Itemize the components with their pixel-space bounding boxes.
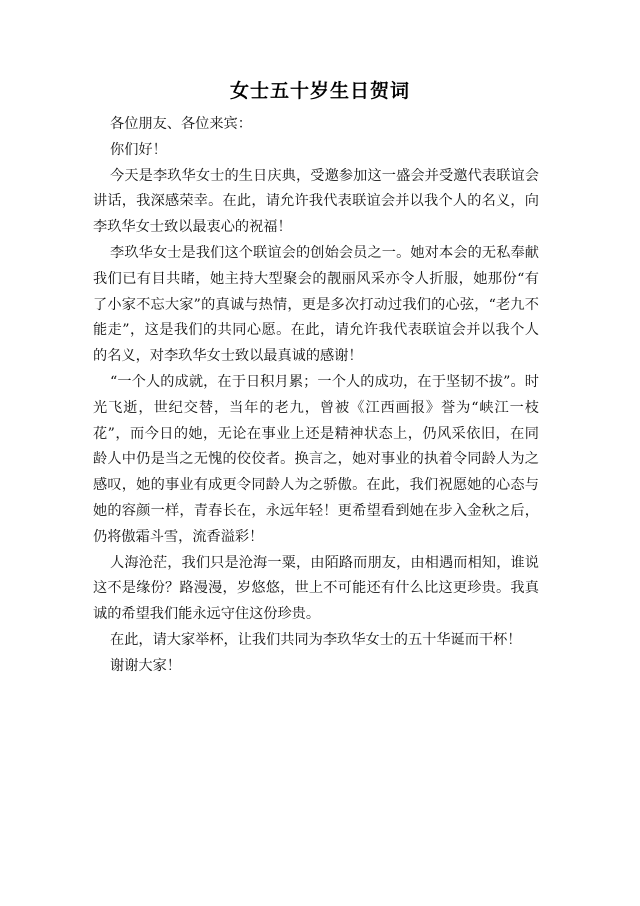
salutation: 各位朋友、各位来宾： bbox=[110, 116, 252, 132]
paragraph: 人海沧茫，我们只是沧海一粟，由陌路而朋友，由相遇而相知，谁说这不是缘份？路漫漫，岁悠悠，世上不可能还有什么比这更珍贵。我真诚的希望我们能永远守住这份珍贵。 bbox=[93, 554, 539, 623]
document-body bbox=[93, 112, 539, 680]
document-title: 女士五十岁生日贺词 bbox=[229, 80, 410, 102]
paragraph: 在此，请大家举杯，让我们共同为李玖华女士的五十华诞而干杯！ bbox=[110, 631, 522, 648]
paragraph: “一个人的成就，在于日积月累；一个人的成功，在于坚韧不拔”。时光飞逝，世纪交替，当年的老九，曾被《江西画报》誉为“峡江一枝花”，而今日的她，无论在事业上还是精神状态上，仍风采依旧，在同龄人中仍是当之无愧的佼佼者。换言之，她对事业的执着令同龄人为之感叹，她的事业有成更令同龄人为之骄傲。在此，我们祝愿她的心态与她的容颜一样，青春长在，永远年轻！更希望看到她在步入金秋之后，仍将傲霜斗雪，流香溢彩！ bbox=[93, 373, 539, 545]
paragraph: 李玖华女士是我们这个联谊会的创始会员之一。她对本会的无私奉献我们已有目共睹，她主持大型聚会的靓丽风采亦令人折服，她那份“有了小家不忘大家”的真诚与热情，更是多次打动过我们的心弦，“老九不能走”，这是我们的共同心愿。在此，请允许我代表联谊会并以我个人的名义，对李玖华女士致以最真诚的感谢！ bbox=[93, 244, 539, 365]
paragraph: 今天是李玖华女士的生日庆典，受邀参加这一盛会并受邀代表联谊会讲话，我深感荣幸。在此，请允许我代表联谊会并以我个人的名义，向李玖华女士致以最衷心的祝福！ bbox=[93, 167, 539, 236]
closing-line: 谢谢大家！ bbox=[110, 657, 181, 674]
greeting-line: 你们好！ bbox=[110, 141, 167, 158]
